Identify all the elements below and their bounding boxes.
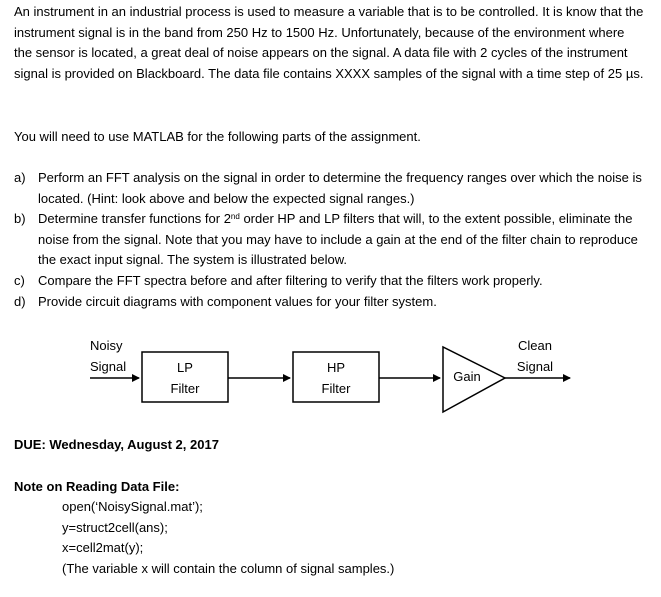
task-item-b	[14, 209, 646, 271]
task-item-c	[14, 271, 646, 292]
task-text-a: Perform an FFT analysis on the signal in order to determine the frequency ranges over which the noise is located. (Hint: look above and below the expected signal ranges.)	[38, 170, 642, 206]
task-marker-d: d)	[14, 293, 26, 309]
input-label-signal: Signal	[90, 359, 127, 374]
hp-block-label-filter: Filter	[321, 381, 351, 396]
code-line-open: open(‘NoisySignal.mat’);	[62, 499, 203, 514]
task-text-c: Compare the FFT spectra before and after filtering to verify that the filters work properly.	[38, 272, 543, 288]
task-item-a	[14, 168, 646, 209]
lp-block-label-filter: Filter	[170, 381, 200, 396]
filter-block-diagram	[0, 330, 661, 430]
intro-paragraph: An instrument in an industrial process is used to measure a variable that is to be controlled. It is know that the instrument signal is in the band from 250 Hz to 1500 Hz. Unfortunately, because of the environment where the sensor is located, a great deal of noise appears on the signal. A data file with 2 cycles of the instrument signal is provided on Blackboard. The data file contains XXXX samples of the signal with a time step of 25 µs.	[14, 4, 644, 81]
lp-block-label-lp: LP	[177, 360, 193, 375]
note-title: Note on Reading Data File:	[14, 479, 180, 494]
code-line-note: (The variable x will contain the column of signal samples.)	[62, 560, 395, 576]
code-line-cell2mat: x=cell2mat(y);	[62, 540, 144, 555]
task-text-b-start: Determine transfer functions for 2	[38, 211, 231, 227]
hp-block-label-hp: HP	[326, 360, 346, 375]
output-label-clean: Clean	[518, 338, 552, 353]
task-text-b-superscript: nd	[230, 212, 240, 222]
task-text-b-end: order HP and LP filters that will, to the extent possible, eliminate the noise from the signal. Note that you may have to include a gain at the end of the filter chain to reproduce the exact input signal. The system is illustrated below.	[38, 211, 638, 268]
input-label-noisy: Noisy	[90, 338, 123, 353]
task-marker-c: c)	[14, 272, 25, 288]
task-marker-b: b)	[14, 211, 26, 227]
task-item-d	[14, 292, 646, 313]
task-marker-a: a)	[14, 170, 26, 185]
code-line-struct2cell: y=struct2cell(ans);	[62, 519, 168, 535]
due-date: DUE: Wednesday, August 2, 2017	[14, 437, 219, 452]
matlab-note: You will need to use MATLAB for the following parts of the assignment.	[14, 129, 421, 144]
task-list	[14, 168, 646, 312]
output-label-signal: Signal	[516, 359, 554, 374]
gain-label: Gain	[453, 369, 481, 384]
task-text-d: Provide circuit diagrams with component values for your filter system.	[38, 293, 437, 309]
code-snippet	[62, 497, 394, 579]
